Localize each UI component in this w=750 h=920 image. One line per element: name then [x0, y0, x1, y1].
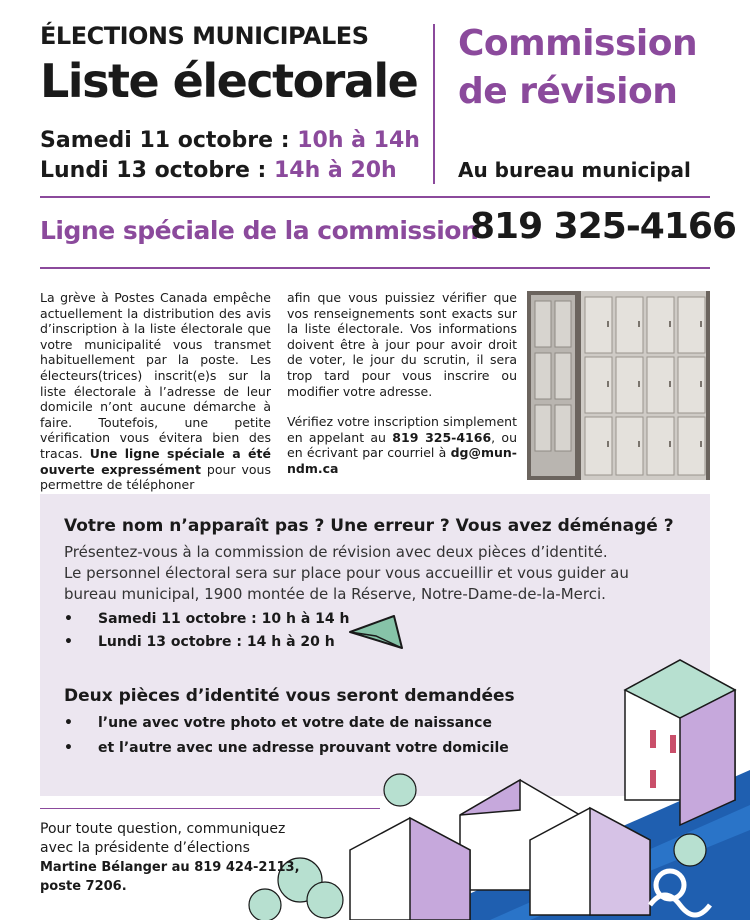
body-column-2 — [287, 290, 517, 492]
hotline-phone[interactable]: 819 325-4166 — [470, 206, 736, 247]
contact-person[interactable] — [40, 858, 300, 896]
col2-phone[interactable]: 819 325-4166 — [392, 429, 492, 445]
date-monday-hours: 14h à 20h — [274, 158, 397, 183]
hotline-label: Ligne spéciale de la commission — [40, 216, 479, 245]
date-saturday — [40, 128, 420, 153]
schedule-text: Lundi 13 octobre : 14 h à 20 h — [98, 634, 335, 650]
commission-line-2: de révision — [458, 71, 678, 112]
mailbox-photo — [527, 291, 710, 480]
contact-name-line-1: Martine Bélanger au 819 424-2113, — [40, 860, 300, 875]
date-saturday-hours: 10h à 14h — [297, 128, 420, 153]
rule-bottom — [40, 267, 710, 269]
panel-line-2: Le personnel électoral sera sur place pour vous accueillir et vous guider au — [64, 564, 629, 582]
contact-lead-line-2: avec la présidente d’élections — [40, 840, 250, 856]
id-heading: Deux pièces d’identité vous seront demandées — [64, 686, 515, 706]
mailbox-illustration — [527, 291, 710, 480]
col2-paragraph-2 — [287, 414, 517, 476]
office-location: Au bureau municipal — [458, 158, 691, 182]
bullet: • — [64, 715, 73, 731]
panel-line-1: Présentez-vous à la commission de révision avec deux pièces d’identité. — [64, 543, 608, 561]
schedule-text: Samedi 11 octobre : 10 h à 14 h — [98, 611, 350, 627]
contact-name-line-2: poste 7206. — [40, 879, 127, 894]
schedule-item-saturday — [64, 611, 350, 627]
col1-bold: Une ligne spéciale a été ouverte expressément — [40, 445, 271, 477]
bullet: • — [64, 611, 73, 627]
date-saturday-label: Samedi 11 octobre : — [40, 128, 290, 153]
village-illustration — [230, 640, 750, 920]
bullet: • — [64, 634, 73, 650]
body-column-1 — [40, 290, 271, 493]
page-title: Liste électorale — [40, 54, 418, 108]
col2-p2-mid: , ou en écrivant par courriel à — [287, 429, 517, 461]
col1-paragraph — [40, 290, 271, 493]
commission-heading — [458, 20, 697, 116]
rule-top — [40, 196, 710, 198]
panel-line-3: bureau municipal, 1900 montée de la Réserve, Notre-Dame-de-la-Merci. — [64, 585, 606, 603]
date-monday-label: Lundi 13 octobre : — [40, 158, 267, 183]
commission-line-1: Commission — [458, 23, 698, 64]
col2-p2-text: Vérifiez votre inscription simplement en appelant au — [287, 414, 517, 445]
contact-lead-line-1: Pour toute question, communiquez — [40, 821, 286, 837]
kicker-heading: ÉLECTIONS MUNICIPALES — [40, 22, 369, 50]
bullet: • — [64, 740, 73, 756]
email-link[interactable]: dg@mun-ndm.ca — [287, 445, 517, 476]
col1-text: La grève à Postes Canada empêche actuellement la distribution des avis d’inscription à la liste électorale que votre municipalité vous transmet habituellement par la poste. Les électeurs(trices) inscrit(e)s sur la liste électorale à l’adresse de leur domicile n’ont aucune démarche à faire. Toutefois, une petite vérification vous évitera bien des tracas. — [40, 290, 271, 461]
date-monday — [40, 158, 397, 183]
col1-tail: pour vous permettre de téléphoner — [40, 461, 271, 493]
id-text: l’une avec votre photo et votre date de naissance — [98, 715, 492, 731]
vertical-divider — [433, 24, 435, 184]
col2-paragraph-1: afin que vous puissiez vérifier que vos renseignements sont exacts sur la liste électorale. Vos informations doivent être à jour pour avoir droit de voter, le jour du scrutin, il sera trop tard pour vous inscrire ou modifier votre adresse. — [287, 290, 517, 399]
contact-rule — [40, 808, 380, 809]
id-text: et l’autre avec une adresse prouvant votre domicile — [98, 740, 509, 756]
question-heading: Votre nom n’apparaît pas ? Une erreur ? Vous avez déménagé ? — [64, 516, 674, 536]
contact-lead — [40, 820, 285, 858]
